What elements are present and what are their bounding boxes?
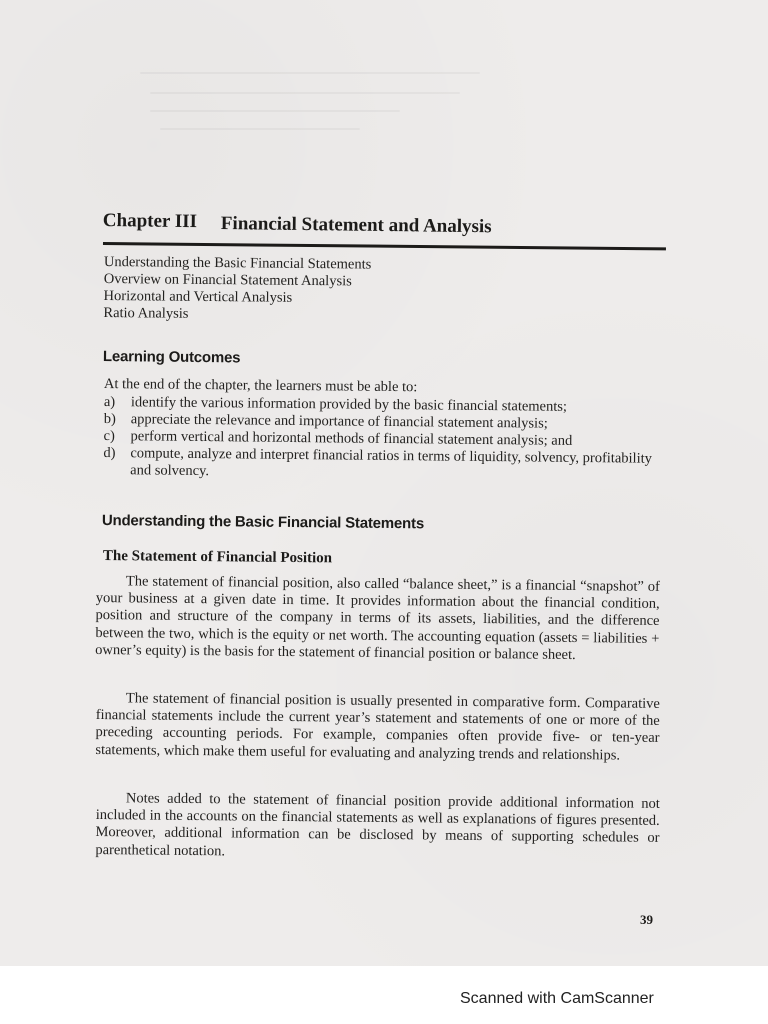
body-paragraph: The statement of financial position is usually presented in comparative form. Comparative financial statements include the current year’s statement and statements of one or more of the preceding accounting periods. For example, companies often provide five- or ten-year statements, which make them useful for evaluating and analyzing trends and relationships. bbox=[95, 690, 660, 764]
learning-outcomes-intro: At the end of the chapter, the learners must be able to: bbox=[103, 376, 418, 396]
show-through-line bbox=[160, 128, 360, 130]
topic-item: Understanding the Basic Financial Statements bbox=[103, 254, 372, 273]
topic-item: Overview on Financial Statement Analysis bbox=[103, 270, 352, 290]
body-paragraph: The statement of financial position, also called “balance sheet,” is a financial “snapshot” of your business at a given date in time. It provides information about the financial condition, position and structure of the company in terms of its assets, liabilities, and the difference between the two, which is the equity or net worth. The accounting equation (assets = liabilities + owner’s equity) is the basis for the statement of financial position or balance sheet. bbox=[95, 573, 660, 663]
topic-item: Horizontal and Vertical Analysis bbox=[103, 287, 293, 306]
chapter-number: Chapter III bbox=[102, 210, 198, 233]
outcome-text: perform vertical and horizontal methods of financial statement analysis; and bbox=[130, 428, 573, 449]
show-through-line bbox=[150, 110, 400, 112]
chapter-rule bbox=[103, 242, 666, 250]
body-paragraph: Notes added to the statement of financial position provide additional information not included in the accounts on the financial statements as well as explanations of figures presented. Moreover, additional information can be disclosed by means of supporting schedules or parenthetical notation. bbox=[95, 790, 660, 859]
scanner-watermark: Scanned with CamScanner bbox=[460, 990, 654, 1007]
outcome-marker: b) bbox=[103, 410, 116, 428]
learning-outcomes-heading: Learning Outcomes bbox=[102, 348, 241, 367]
outcome-marker: d) bbox=[103, 444, 116, 462]
topic-list bbox=[103, 254, 664, 327]
show-through-line bbox=[140, 72, 480, 74]
subsection-heading: The Statement of Financial Position bbox=[102, 548, 333, 567]
show-through-line bbox=[150, 92, 460, 94]
outcome-text: appreciate the relevance and importance of financial statement analysis; bbox=[130, 411, 548, 432]
outcome-text: compute, analyze and interpret financial ratios in terms of liquidity, solvency, profitability and solvency. bbox=[130, 445, 653, 480]
page-number: 39 bbox=[640, 912, 653, 927]
learning-outcomes-list bbox=[103, 394, 664, 485]
chapter-title: Financial Statement and Analysis bbox=[220, 213, 492, 238]
topic-item: Ratio Analysis bbox=[103, 304, 189, 322]
outcome-item bbox=[103, 445, 663, 485]
outcome-marker: c) bbox=[103, 427, 115, 445]
chapter-header bbox=[103, 210, 666, 250]
outcome-marker: a) bbox=[103, 394, 116, 411]
section-heading: Understanding the Basic Financial Statements bbox=[101, 512, 425, 533]
outcome-text: identify the various information provided by the basic financial statements; bbox=[130, 394, 568, 415]
